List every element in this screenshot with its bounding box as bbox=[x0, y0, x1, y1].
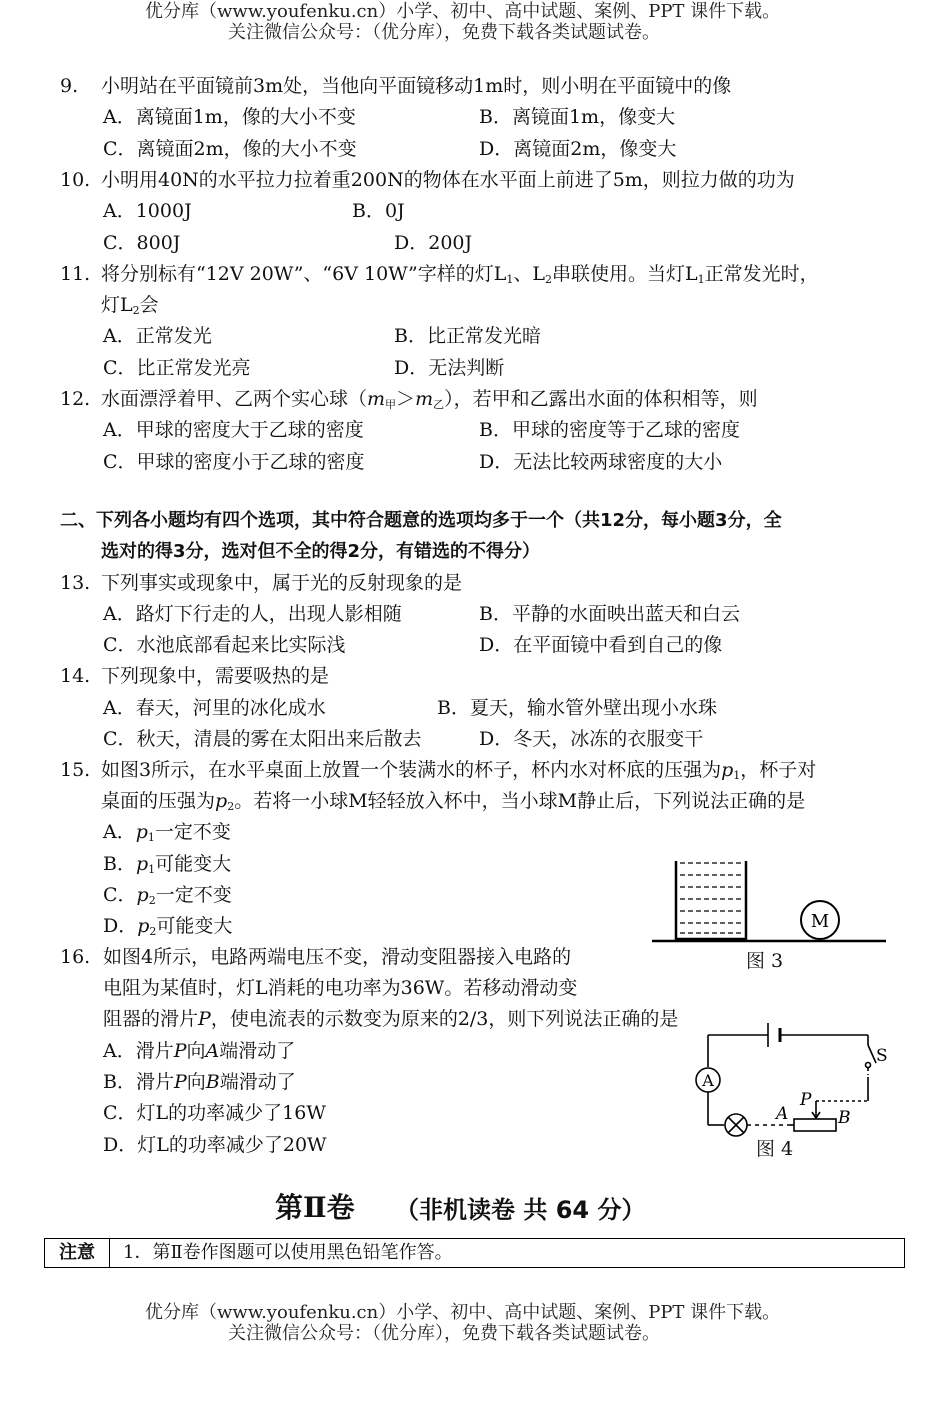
option-b: B．0J bbox=[352, 200, 405, 222]
rheostat-end-b: B bbox=[838, 1108, 851, 1128]
header-line-2: 关注微信公众号：（优分库），免费下载各类试题试卷。 bbox=[228, 22, 660, 43]
question-stem: 水面漂浮着甲、乙两个实心球$(m_甲>m_乙)$，若甲和乙露出水面的体积相等，则 bbox=[101, 388, 758, 411]
option-a: A．离镜面1m，像的大小不变 bbox=[103, 106, 356, 128]
question-stem: 如图4所示，电路两端电压不变，滑动变阻器接入电路的 bbox=[103, 946, 572, 968]
switch-label: S bbox=[876, 1046, 888, 1066]
notice-label: 注意 bbox=[45, 1239, 110, 1267]
question-number: 15. bbox=[60, 759, 91, 781]
question-number: 10. bbox=[60, 169, 91, 191]
option-c: C．秋天，清晨的雾在太阳出来后散去 bbox=[103, 728, 422, 750]
question-stem-cont: 电阻为某值时，灯L消耗的电功率为36W。若移动滑动变 bbox=[103, 977, 578, 999]
option-a: A．路灯下行走的人，出现人影相随 bbox=[103, 603, 402, 625]
option-c: C．800J bbox=[103, 232, 181, 254]
option-c: C．$p_2$一定不变 bbox=[103, 884, 232, 907]
question-stem: 将分别标有“12V 20W”、“6V 10W”字样的灯$L_1$、$L_2$串联使用。当灯$L_1$正常发光时， bbox=[101, 263, 819, 286]
option-a: A．1000J bbox=[103, 200, 192, 222]
option-b: B．甲球的密度等于乙球的密度 bbox=[479, 419, 740, 441]
water-cup bbox=[676, 861, 746, 940]
section-2-heading: 二、下列各小题均有四个选项，其中符合题意的选项均多于一个（共12分，每小题3分，全 bbox=[60, 510, 782, 531]
footer-line-2: 关注微信公众号：（优分库），免费下载各类试题试卷。 bbox=[228, 1323, 660, 1344]
question-number: 13. bbox=[60, 572, 91, 594]
option-b: B．平静的水面映出蓝天和白云 bbox=[479, 603, 740, 625]
question-stem-cont: 桌面的压强为$p_2$。若将一小球M轻轻放入杯中，当小球M静止后，下列说法正确的是 bbox=[101, 790, 806, 813]
section-2-heading-cont: 选对的得3分，选对但不全的得2分，有错选的不得分） bbox=[101, 541, 541, 562]
question-stem: 下列事实或现象中，属于光的反射现象的是 bbox=[101, 572, 463, 594]
option-d: D．离镜面2m，像变大 bbox=[479, 138, 677, 160]
question-stem: 下列现象中，需要吸热的是 bbox=[101, 665, 330, 687]
option-a: A．甲球的密度大于乙球的密度 bbox=[103, 419, 364, 441]
figure-4-caption: 图 4 bbox=[756, 1138, 794, 1160]
question-stem-cont: 灯$L_2$会 bbox=[101, 294, 159, 317]
rheostat-end-a: A bbox=[776, 1104, 789, 1124]
option-b: B．夏天，输水管外壁出现小水珠 bbox=[437, 697, 717, 719]
option-c: C．甲球的密度小于乙球的密度 bbox=[103, 451, 365, 473]
option-a: A．正常发光 bbox=[103, 325, 212, 347]
option-d: D．在平面镜中看到自己的像 bbox=[479, 634, 723, 656]
question-number: 16. bbox=[60, 946, 91, 968]
option-b: B．$p_1$可能变大 bbox=[103, 853, 232, 876]
switch-blade bbox=[868, 1045, 876, 1063]
rheostat bbox=[794, 1119, 836, 1131]
question-stem: 小明站在平面镜前3m处，当他向平面镜移动1m时，则小明在平面镜中的像 bbox=[101, 75, 732, 97]
option-a: A．滑片P向A端滑动了 bbox=[103, 1040, 296, 1062]
figure-4 bbox=[690, 1015, 910, 1145]
question-number: 14. bbox=[60, 665, 91, 687]
option-d: D．$p_2$可能变大 bbox=[103, 915, 233, 938]
option-a: A．春天，河里的冰化成水 bbox=[103, 697, 326, 719]
figure-3 bbox=[650, 855, 890, 955]
figure-3-caption: 图 3 bbox=[746, 950, 784, 972]
footer-line-1: 优分库（www.youfenku.cn）小学、初中、高中试题、案例、PPT 课件下载。 bbox=[145, 1302, 781, 1323]
option-b: B．比正常发光暗 bbox=[394, 325, 541, 347]
option-b: B．滑片P向B端滑动了 bbox=[103, 1071, 296, 1093]
option-d: D．无法判断 bbox=[394, 357, 505, 379]
notice-text: 1．第Ⅱ卷作图题可以使用黑色铅笔作答。 bbox=[123, 1242, 453, 1263]
part-2-subtitle: （非机读卷 共 64 分） bbox=[395, 1196, 646, 1224]
header-line-1: 优分库（www.youfenku.cn）小学、初中、高中试题、案例、PPT 课件下载。 bbox=[145, 1, 781, 22]
option-d: D．无法比较两球密度的大小 bbox=[479, 451, 723, 473]
question-number: 11. bbox=[60, 263, 91, 285]
option-c: C．离镜面2m，像的大小不变 bbox=[103, 138, 357, 160]
option-d: D．冬天，冰冻的衣服变干 bbox=[479, 728, 704, 750]
option-c: C．灯L的功率减少了16W bbox=[103, 1102, 326, 1124]
option-d: D．200J bbox=[394, 232, 473, 254]
notice-box bbox=[44, 1238, 905, 1268]
option-b: B．离镜面1m，像变大 bbox=[479, 106, 676, 128]
question-stem: 小明用40N的水平拉力拉着重200N的物体在水平面上前进了5m，则拉力做的功为 bbox=[101, 169, 795, 191]
option-c: C．水池底部看起来比实际浅 bbox=[103, 634, 346, 656]
ball-m-label: M bbox=[810, 911, 830, 932]
ammeter-label: A bbox=[702, 1071, 714, 1090]
option-c: C．比正常发光亮 bbox=[103, 357, 251, 379]
question-number: 9. bbox=[60, 75, 79, 97]
question-number: 12. bbox=[60, 388, 91, 410]
option-d: D．灯L的功率减少了20W bbox=[103, 1134, 327, 1156]
switch-contact bbox=[866, 1063, 871, 1068]
part-2-title: 第Ⅱ卷 bbox=[275, 1191, 355, 1224]
option-a: A．$p_1$一定不变 bbox=[103, 821, 231, 844]
question-stem-cont-2: 阻器的滑片P，使电流表的示数变为原来的2/3，则下列说法正确的是 bbox=[103, 1008, 679, 1030]
question-stem: 如图3所示，在水平桌面上放置一个装满水的杯子，杯内水对杯底的压强为$p_1$，杯子对 bbox=[101, 759, 817, 782]
slider-label: P bbox=[800, 1090, 812, 1110]
